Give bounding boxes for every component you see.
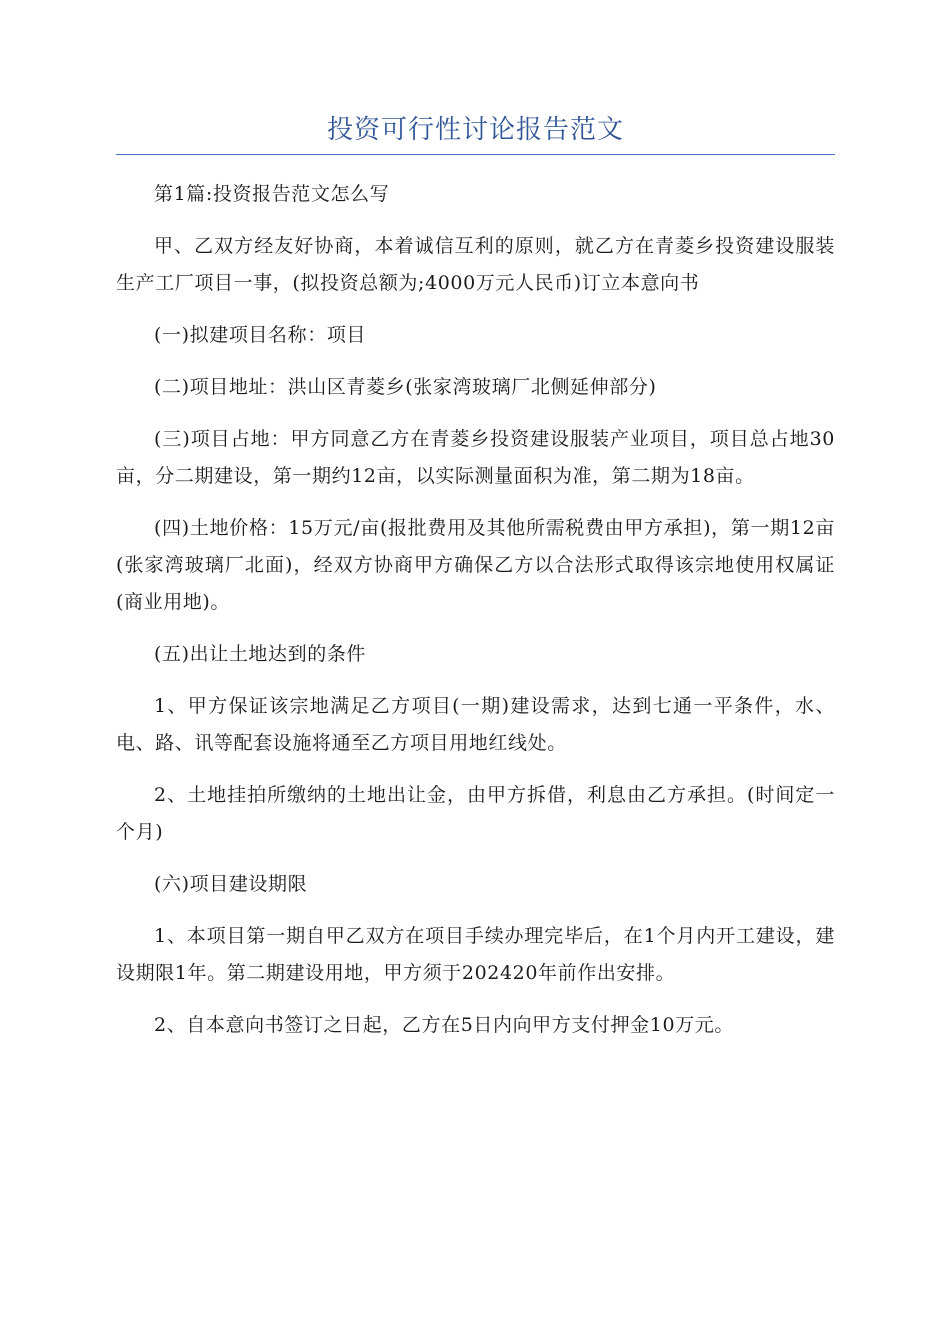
paragraph-conditions-heading: (五)出让土地达到的条件	[154, 643, 367, 665]
paragraph-condition-2: 2、土地挂拍所缴纳的土地出让金，由甲方拆借，利息由乙方承担。(时间定一个月)	[116, 784, 835, 843]
paragraph-project-name: (一)拟建项目名称：项目	[154, 324, 367, 346]
paragraph-project-land: (三)项目占地：甲方同意乙方在青菱乡投资建设服装产业项目，项目总占地30亩，分二期建设，第一期约12亩，以实际测量面积为准，第二期为18亩。	[116, 428, 835, 487]
paragraph-period-heading: (六)项目建设期限	[154, 873, 308, 895]
paragraph-intro: 甲、乙双方经友好协商，本着诚信互利的原则，就乙方在青菱乡投资建设服装生产工厂项目一事，(拟投资总额为;4000万元人民币)订立本意向书	[116, 235, 835, 294]
paragraph-land-price: (四)土地价格：15万元/亩(报批费用及其他所需税费由甲方承担)，第一期12亩(张家湾玻璃厂北面)，经双方协商甲方确保乙方以合法形式取得该宗地使用权属证(商业用地)。	[116, 517, 835, 613]
paragraph-period-2: 2、自本意向书签订之日起，乙方在5日内向甲方支付押金10万元。	[154, 1014, 734, 1036]
document-title: 投资可行性讨论报告范文	[326, 115, 624, 145]
paragraph-condition-1: 1、甲方保证该宗地满足乙方项目(一期)建设需求，达到七通一平条件，水、电、路、讯等配套设施将通至乙方项目用地红线处。	[116, 695, 835, 754]
document-body	[116, 176, 835, 1059]
paragraph-project-address: (二)项目地址：洪山区青菱乡(张家湾玻璃厂北侧延伸部分)	[154, 376, 657, 398]
title-underline	[116, 154, 835, 155]
paragraph-period-1: 1、本项目第一期自甲乙双方在项目手续办理完毕后，在1个月内开工建设，建设期限1年。第二期建设用地，甲方须于202420年前作出安排。	[116, 925, 835, 984]
section-heading: 第1篇:投资报告范文怎么写	[154, 183, 390, 205]
